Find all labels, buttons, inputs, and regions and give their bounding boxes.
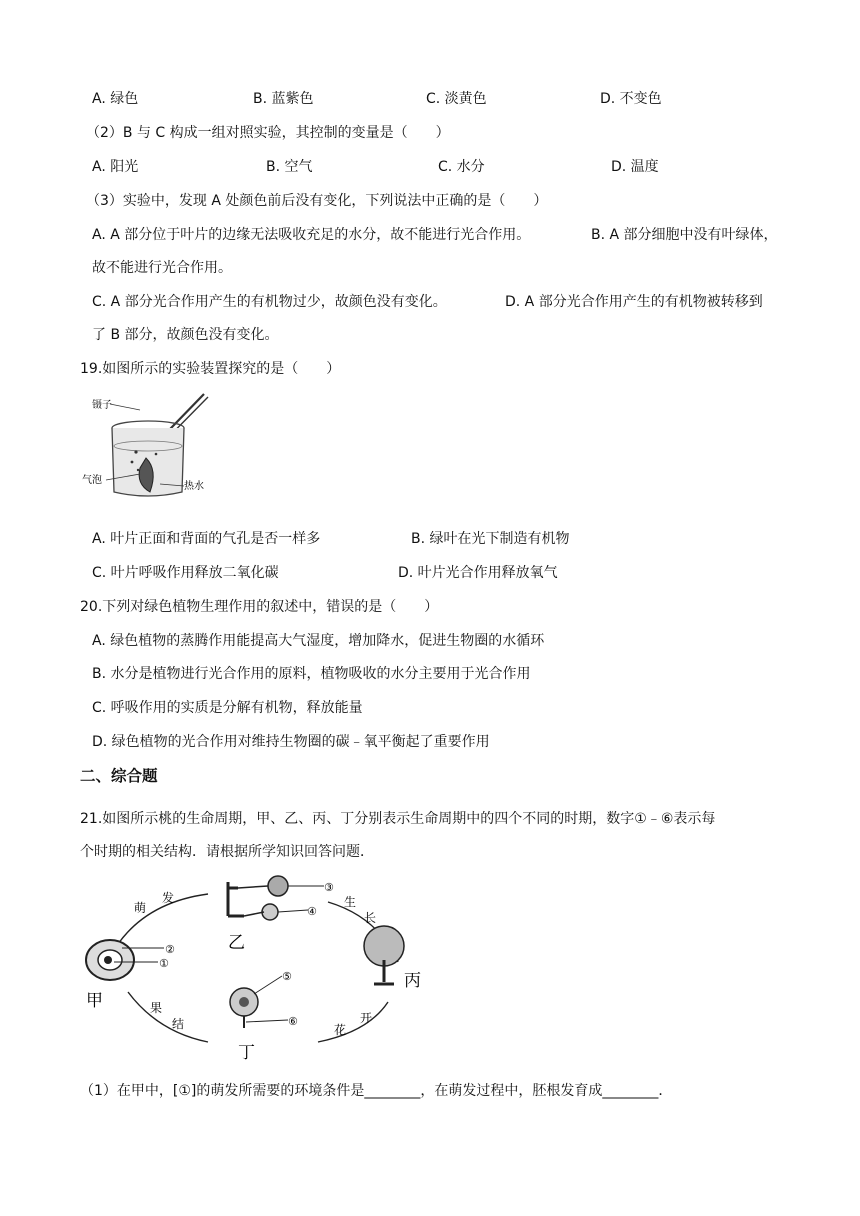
label-zhang: 长	[364, 911, 377, 925]
q21-sub1-question: （1）在甲中，[①]的萌发所需要的环境条件是________，在萌发过程中，胚根发育成________．	[80, 1083, 673, 1099]
q18-row1-option-d: D. 不变色	[600, 91, 662, 107]
q18-row2-option-b: B. 空气	[266, 159, 313, 175]
label-jie: 结	[172, 1017, 185, 1031]
num-3: ③	[324, 881, 334, 894]
label-sheng: 生	[344, 895, 357, 909]
q19-option-b: B. 绿叶在光下制造有机物	[411, 531, 570, 547]
label-hua: 花	[334, 1023, 347, 1037]
q21-stem-line2: 个时期的相关结构．请根据所学知识回答问题．	[80, 844, 374, 860]
q20-option-a: A. 绿色植物的蒸腾作用能提高大气湿度，增加降水，促进生物圈的水循环	[92, 633, 545, 649]
q18-sub3-option-b-cont: 故不能进行光合作用。	[92, 260, 232, 276]
label-kai: 开	[360, 1011, 373, 1025]
q20-option-d: D. 绿色植物的光合作用对维持生物圈的碳﹣氧平衡起了重要作用	[92, 734, 490, 750]
q18-sub2-question: （2）B 与 C 构成一组对照实验，其控制的变量是（ ）	[86, 125, 450, 141]
num-6: ⑥	[288, 1015, 298, 1028]
stage-bing: 丙	[404, 971, 421, 991]
q19-option-a: A. 叶片正面和背面的气孔是否一样多	[92, 531, 321, 547]
num-1: ①	[159, 957, 169, 970]
num-2: ②	[165, 943, 175, 956]
q18-sub3-option-c: C. A 部分光合作用产生的有机物过少，故颜色没有变化。	[92, 294, 447, 310]
hot-water-label: 热水	[184, 481, 204, 492]
label-guo: 果	[150, 1001, 163, 1015]
q18-row1-option-a: A. 绿色	[92, 91, 139, 107]
beaker-illustration	[80, 388, 220, 508]
q18-sub3-option-d-cont: 了 B 部分，故颜色没有变化。	[92, 327, 279, 343]
q21-stem-line1: 21.如图所示桃的生命周期，甲、乙、丙、丁分别表示生命周期中的四个不同的时期，数字①﹣⑥表示每	[80, 811, 716, 827]
q19-option-c: C. 叶片呼吸作用释放二氧化碳	[92, 565, 279, 581]
q20-stem: 20.下列对绿色植物生理作用的叙述中，错误的是（ ）	[80, 599, 439, 615]
peach-life-cycle-diagram	[78, 872, 438, 1067]
num-5: ⑤	[282, 970, 292, 983]
q20-option-c: C. 呼吸作用的实质是分解有机物，释放能量	[92, 700, 363, 716]
q18-row1-option-c: C. 淡黄色	[426, 91, 487, 107]
q19-stem: 19.如图所示的实验装置探究的是（ ）	[80, 361, 341, 377]
stage-ding: 丁	[238, 1043, 255, 1063]
q18-sub3-question: （3）实验中，发现 A 处颜色前后没有变化，下列说法中正确的是（ ）	[86, 193, 548, 209]
section-title: 二、综合题	[80, 767, 158, 785]
q18-sub3-option-d: D. A 部分光合作用产生的有机物被转移到	[505, 294, 763, 310]
label-fa: 发	[162, 891, 175, 905]
stage-jia: 甲	[86, 991, 103, 1011]
stage-yi: 乙	[228, 933, 245, 953]
num-4: ④	[307, 905, 317, 918]
q18-sub3-option-a: A. A 部分位于叶片的边缘无法吸收充足的水分，故不能进行光合作用。	[92, 227, 531, 243]
tweezers-label: 镊子	[92, 400, 112, 411]
q18-row1-option-b: B. 蓝紫色	[253, 91, 314, 107]
q19-option-d: D. 叶片光合作用释放氧气	[398, 565, 558, 581]
q18-row2-option-d: D. 温度	[611, 159, 659, 175]
q18-row2-option-a: A. 阳光	[92, 159, 139, 175]
q18-sub3-option-b: B. A 部分细胞中没有叶绿体，	[591, 227, 778, 243]
q19-beaker-figure	[80, 388, 220, 508]
q18-row2-option-c: C. 水分	[438, 159, 485, 175]
q20-option-b: B. 水分是植物进行光合作用的原料，植物吸收的水分主要用于光合作用	[92, 666, 531, 682]
label-meng: 萌	[134, 901, 147, 915]
q21-life-cycle-figure	[78, 872, 438, 1067]
bubbles-label: 气泡	[82, 475, 102, 486]
